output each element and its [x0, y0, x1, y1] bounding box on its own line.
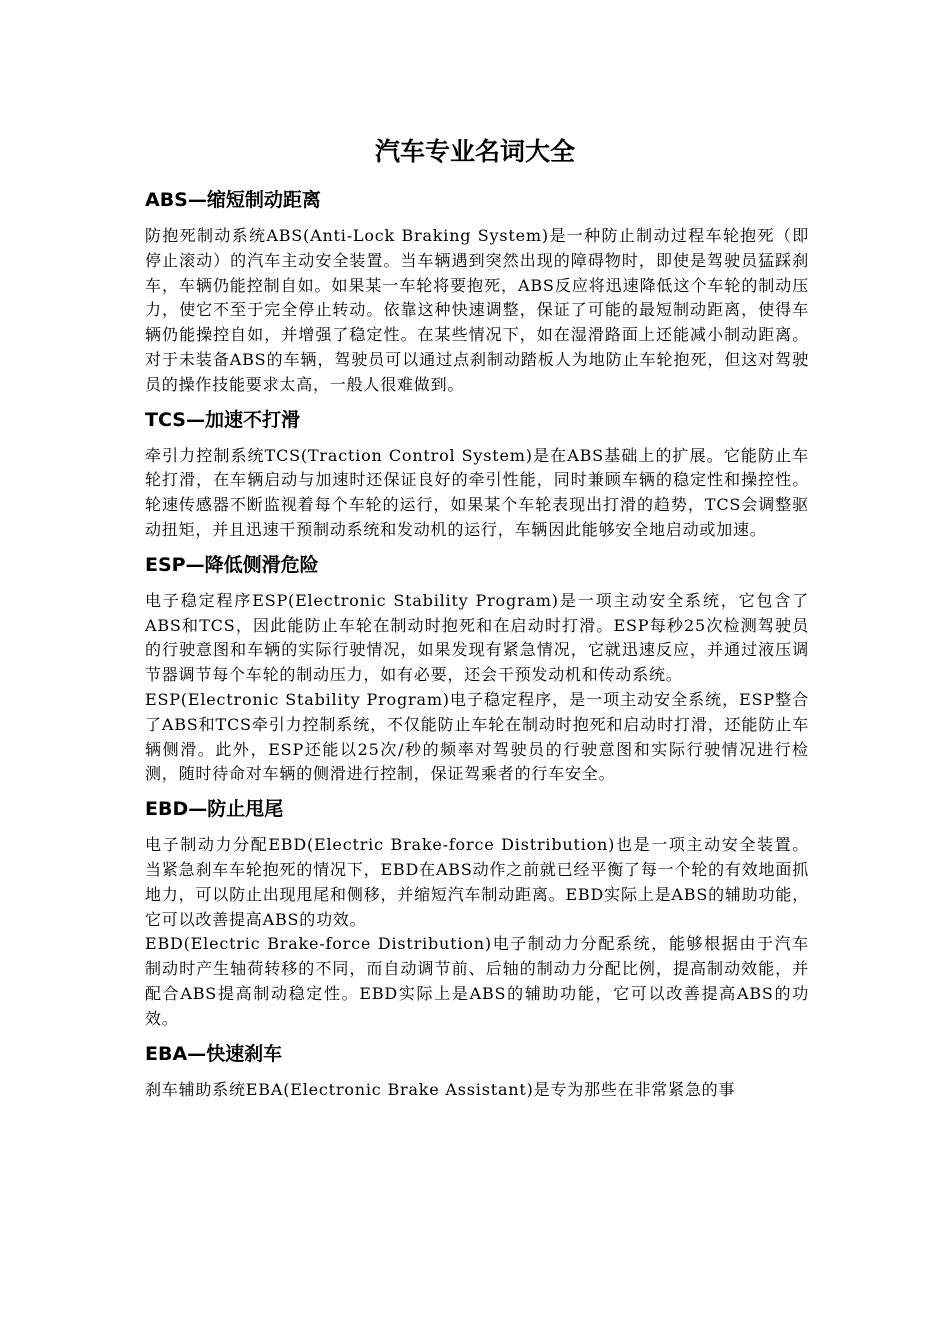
- paragraph-tcs-1: 牵引力控制系统TCS(Traction Control System)是在ABS基础上的扩展。它能防止车轮打滑，在车辆启动与加速时还保证良好的牵引性能，同时兼顾车辆的稳定性和操控性。轮速传感器不断监视着每个车轮的运行，如果某个车轮表现出打滑的趋势，TCS会调整驱动扭矩，并且迅速干预制动系统和发动机的运行，车辆因此能够安全地启动或加速。: [145, 445, 809, 539]
- paragraph-ebd-2: EBD(Electric Brake-force Distribution)电子制动力分配系统，能够根据由于汽车制动时产生轴荷转移的不同，而自动调节前、后轴的制动力分配比例，提高制动效能，并配合ABS提高制动稳定性。EBD实际上是ABS的辅助功能，它可以改善提高ABS的功效。: [145, 934, 809, 1028]
- paragraph-ebd-1: 电子制动力分配EBD(Electric Brake-force Distribution)也是一项主动安全装置。当紧急刹车车轮抱死的情况下，EBD在ABS动作之前就已经平衡了每一个轮的有效地面抓地力，可以防止出现甩尾和侧移，并缩短汽车制动距离。EBD实际上是ABS的辅助功能，它可以改善提高ABS的功效。: [145, 835, 809, 929]
- paragraph-esp-2: ESP(Electronic Stability Program)电子稳定程序，是一项主动安全系统，ESP整合了ABS和TCS牵引力控制系统，不仅能防止车轮在制动时抱死和启动时打滑，还能防止车辆侧滑。此外，ESP还能以25次/秒的频率对驾驶员的行驶意图和实际行驶情况进行检测，随时待命对车辆的侧滑进行控制，保证驾乘者的行车安全。: [145, 689, 809, 784]
- document-body: [145, 187, 809, 1111]
- section-esp: [145, 552, 809, 787]
- paragraph-abs-1: 防抱死制动系统ABS(Anti-Lock Braking System)是一种防止制动过程车轮抱死（即停止滚动）的汽车主动安全装置。当车辆遇到突然出现的障碍物时，即使是驾驶员猛踩刹车，车辆仍能控制自如。如果某一车轮将要抱死，ABS反应将迅速降低这个车轮的制动压力，使它不至于完全停止转动。依靠这种快速调整，保证了可能的最短制动距离，使得车辆仍能操控自如，并增强了稳定性。在某些情况下，如在湿滑路面上还能减小制动距离。对于未装备ABS的车辆，驾驶员可以通过点刹制动踏板人为地防止车轮抱死，但这对驾驶员的操作技能要求太高，一般人很难做到。: [145, 226, 809, 394]
- paragraph-eba-1: 刹车辅助系统EBA(Electronic Brake Assistant)是专为那些在非常紧急的事: [145, 1079, 736, 1099]
- section-heading-esp: ESP—降低侧滑危险: [145, 553, 319, 576]
- section-heading-eba: EBA—快速刹车: [145, 1042, 283, 1065]
- section-ebd: [145, 796, 809, 1031]
- page-title: 汽车专业名词大全: [374, 137, 575, 166]
- paragraph-esp-1: 电子稳定程序ESP(Electronic Stability Program)是一项主动安全系统，它包含了ABS和TCS，因此能防止车轮在制动时抱死和在启动时打滑。ESP每秒25次检测驾驶员的行驶意图和车辆的实际行驶情况，如果发现有紧急情况，它就迅速反应，并通过液压调节器调节每个车轮的制动压力，如有必要，还会干预发动机和传动系统。: [145, 590, 809, 685]
- section-tcs: [145, 407, 809, 543]
- section-heading-ebd: EBD—防止甩尾: [145, 798, 284, 821]
- section-heading-tcs: TCS—加速不打滑: [145, 408, 300, 431]
- section-heading-abs: ABS—缩短制动距离: [145, 189, 321, 211]
- section-abs: [145, 187, 809, 398]
- section-eba: [145, 1041, 809, 1103]
